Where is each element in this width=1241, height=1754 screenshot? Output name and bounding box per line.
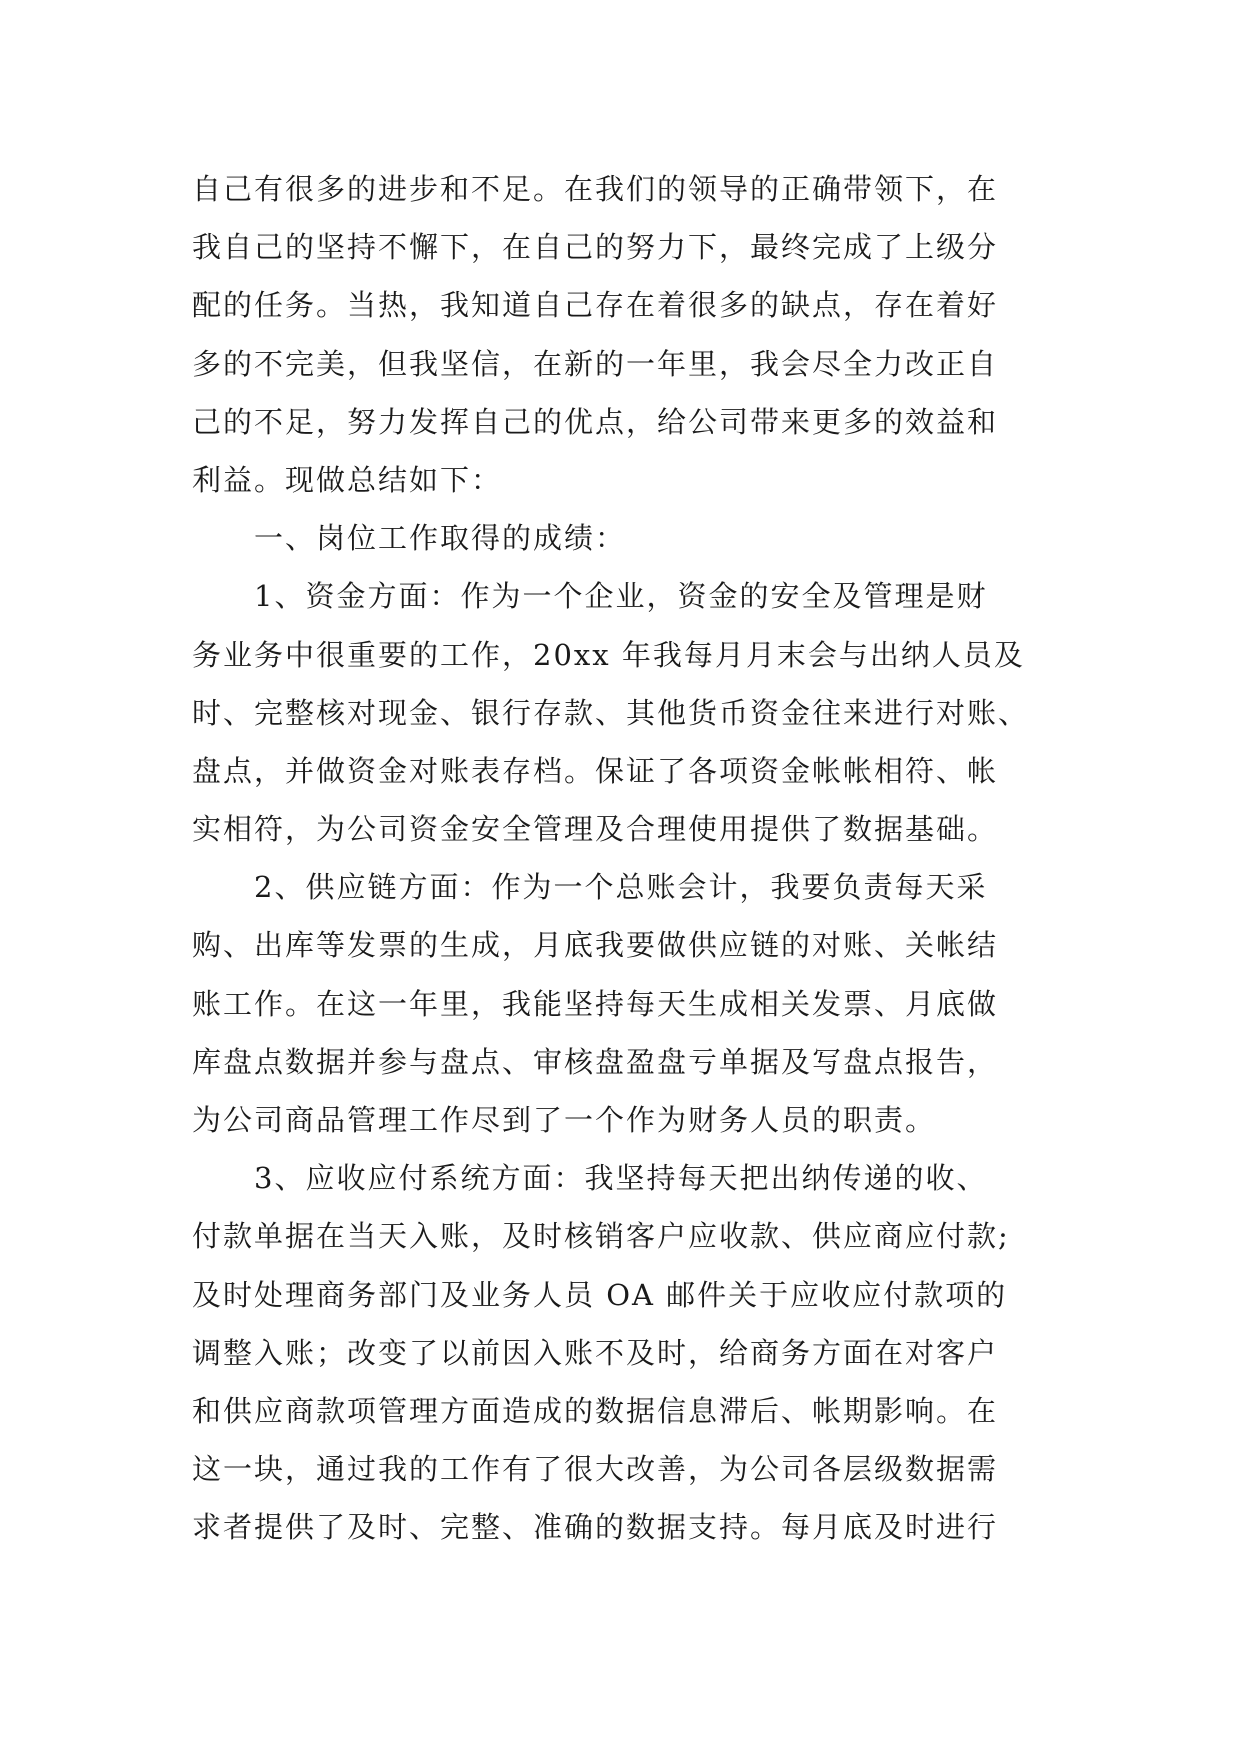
text-line: 盘点，并做资金对账表存档。保证了各项资金帐帐相符、帐 bbox=[192, 753, 999, 788]
text-line: 实相符，为公司资金安全管理及合理使用提供了数据基础。 bbox=[192, 812, 999, 847]
text-line: 我自己的坚持不懈下，在自己的努力下，最终完成了上级分 bbox=[192, 230, 999, 265]
paragraph-first-line: 1、资金方面：作为一个企业，资金的安全及管理是财 bbox=[254, 579, 988, 614]
text-line: 账工作。在这一年里，我能坚持每天生成相关发票、月底做 bbox=[192, 986, 999, 1021]
text-line: 库盘点数据并参与盘点、审核盘盈盘亏单据及写盘点报告， bbox=[192, 1044, 999, 1079]
text-line: 务业务中很重要的工作，20xx 年我每月月末会与出纳人员及 bbox=[192, 637, 1025, 672]
text-line: 己的不足，努力发挥自己的优点，给公司带来更多的效益和 bbox=[192, 404, 999, 439]
text-line: 配的任务。当热，我知道自己存在着很多的缺点，存在着好 bbox=[192, 288, 999, 323]
text-line: 自己有很多的进步和不足。在我们的领导的正确带领下，在 bbox=[192, 172, 999, 206]
text-line: 及时处理商务部门及业务人员 OA 邮件关于应收应付款项的 bbox=[192, 1277, 1008, 1312]
text-line: 为公司商品管理工作尽到了一个作为财务人员的职责。 bbox=[192, 1103, 937, 1137]
document-body bbox=[192, 160, 1062, 1557]
text-line: 这一块，通过我的工作有了很大改善，为公司各层级数据需 bbox=[192, 1452, 999, 1487]
text-line: 多的不完美，但我坚信，在新的一年里，我会尽全力改正自 bbox=[192, 346, 999, 381]
text-line: 付款单据在当天入账，及时核销客户应收款、供应商应付款; bbox=[192, 1219, 1010, 1254]
text-line: 和供应商款项管理方面造成的数据信息滞后、帐期影响。在 bbox=[192, 1393, 999, 1428]
paragraph-first-line: 3、应收应付系统方面：我坚持每天把出纳传递的收、 bbox=[254, 1161, 988, 1196]
text-line: 时、完整核对现金、银行存款、其他货币资金往来进行对账、 bbox=[192, 695, 1030, 730]
section-heading: 一、岗位工作取得的成绩： bbox=[254, 521, 627, 556]
paragraph-first-line: 2、供应链方面：作为一个总账会计，我要负责每天采 bbox=[254, 870, 988, 905]
text-line: 求者提供了及时、完整、准确的数据支持。每月底及时进行 bbox=[192, 1510, 999, 1545]
text-line: 利益。现做总结如下： bbox=[192, 462, 503, 497]
text-line: 购、出库等发票的生成，月底我要做供应链的对账、关帐结 bbox=[192, 928, 999, 963]
text-line: 调整入账；改变了以前因入账不及时，给商务方面在对客户 bbox=[192, 1335, 999, 1370]
